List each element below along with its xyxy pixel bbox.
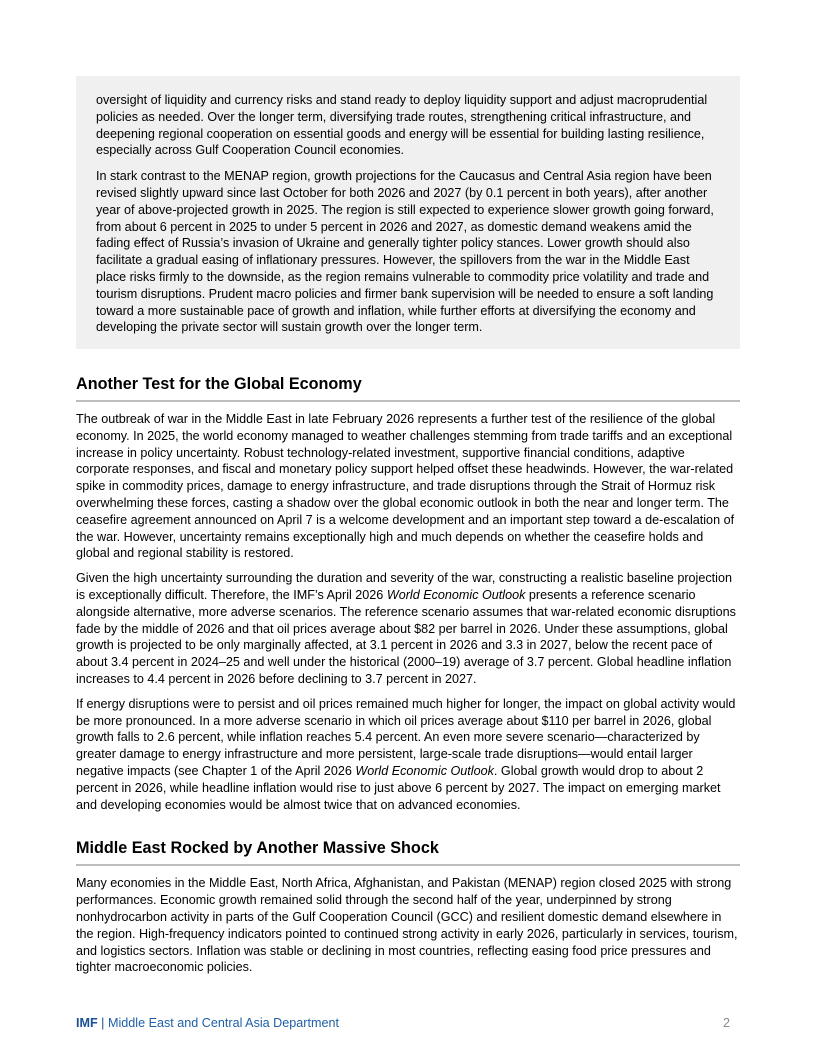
body-paragraph: Many economies in the Middle East, North Africa, Afghanistan, and Pakistan (MENAP) region closed 2025 with strong performances. Economic growth remained solid through the second half of the year, underpinned by strong nonhydrocarbon activity in parts of the Gulf Cooperation Council (GCC) and resilient domestic demand elsewhere in the region. High-frequency indicators pointed to continued strong activity in early 2026, particularly in services, tourism, and logistics sectors. Inflation was stable or declining in most countries, reflecting easing food price pressures and tighter macroeconomic policies. (76, 876, 738, 975)
section-global-economy (76, 374, 740, 813)
department-name: Middle East and Central Asia Department (107, 1016, 339, 1030)
callout-paragraph: oversight of liquidity and currency risks and stand ready to deploy liquidity support and adjust macroprudential policies as needed. Over the longer term, diversifying trade routes, strengthening critical infrastructure, and deepening regional cooperation on essential goods and energy will be essential for building lasting resilience, especially across Gulf Cooperation Council economies. (96, 93, 708, 158)
publication-title: World Economic Outlook (386, 587, 526, 602)
text-run: . Global growth would drop to about 2 percent in 2026, while headline inflation would rise to just above 6 percent by 2027. The impact on emerging market and developing economies would be almost twice that on advanced economies. (76, 763, 721, 812)
text-run: If energy disruptions were to persist and oil prices remained much higher for longer, the impact on global activity would be more pronounced. In a more adverse scenario in which oil prices average about $110 per barrel in 2026, global growth falls to 2.6 percent, while inflation reaches 5.4 percent. An even more severe scenario—characterized by greater damage to energy infrastructure and more persistent, large-scale trade disruptions—would entail larger negative impacts (see Chapter 1 of the April 2026 (76, 696, 736, 778)
section-middle-east (76, 838, 740, 976)
callout-paragraph: In stark contrast to the MENAP region, growth projections for the Caucasus and Central Asia region have been revised slightly upward since last October for both 2026 and 2027 (by 0.1 percent in both years), after another year of above-projected growth in 2025. The region is still expected to experience slower growth going forward, from about 6 percent in 2025 to under 5 percent in 2026 and 2027, as domestic demand weakens amid the fading effect of Russia’s invasion of Ukraine and generally tighter policy stances. Lower growth should also facilitate a gradual easing of inflationary pressures. However, the spillovers from the war in the Middle East place risks firmly to the downside, as the region remains vulnerable to commodity price volatility and trade and tourism disruptions. Prudent macro policies and firmer bank supervision will be needed to ensure a soft landing toward a more sustainable pace of growth and inflation, while further efforts at diversifying the economy and developing the private sector will sustain growth over the longer term. (96, 169, 714, 335)
page-footer (76, 1015, 740, 1031)
document-page (76, 76, 740, 976)
publication-title: World Economic Outlook (355, 763, 494, 778)
section-body (76, 411, 740, 813)
text-run: presents a reference scenario alongside alternative, more adverse scenarios. The reference scenario assumes that war-related economic disruptions fade by the middle of 2026 and that oil prices average about $82 per barrel in 2026. Under these assumptions, global growth is projected to be only marginally affected, at 3.1 percent in 2026 and 3.3 in 2027, below the recent pace of about 3.4 percent in 2024–25 and well under the historical (2000–19) average of 3.7 percent. Global headline inflation increases to 4.4 percent in 2026 before declining to 3.7 percent in 2027. (76, 587, 736, 686)
imf-logo-text: IMF (76, 1016, 98, 1030)
page-number: 2 (722, 1016, 730, 1030)
section-body (76, 875, 740, 976)
footer-separator: | (97, 1016, 108, 1030)
body-paragraph: The outbreak of war in the Middle East in late February 2026 represents a further test of the resilience of the global economy. In 2025, the world economy managed to weather challenges stemming from trade tariffs and an exceptional increase in policy uncertainty. Robust technology-related investment, supportive financial conditions, adaptive corporate responses, and fiscal and monetary policy support helped offset these headwinds. However, the war-related spike in commodity prices, damage to energy infrastructure, and trade disruptions through the Strait of Hormuz risk overwhelming these forces, casting a shadow over the global economic outlook in both the near and longer term. The ceasefire agreement announced on April 7 is a welcome development and an important step toward a de-escalation of the war. However, uncertainty remains exceptionally high and much depends on whether the ceasefire holds and global and regional stability is restored. (76, 412, 735, 561)
section-heading: Another Test for the Global Economy (76, 374, 740, 402)
section-heading: Middle East Rocked by Another Massive Shock (76, 838, 740, 866)
body-paragraph (76, 696, 740, 814)
text-run: Given the high uncertainty surrounding the duration and severity of the war, constructing a realistic baseline projection is exceptionally difficult. Therefore, the IMF’s April 2026 (76, 571, 732, 602)
body-paragraph (76, 570, 740, 688)
callout-box (76, 76, 740, 349)
